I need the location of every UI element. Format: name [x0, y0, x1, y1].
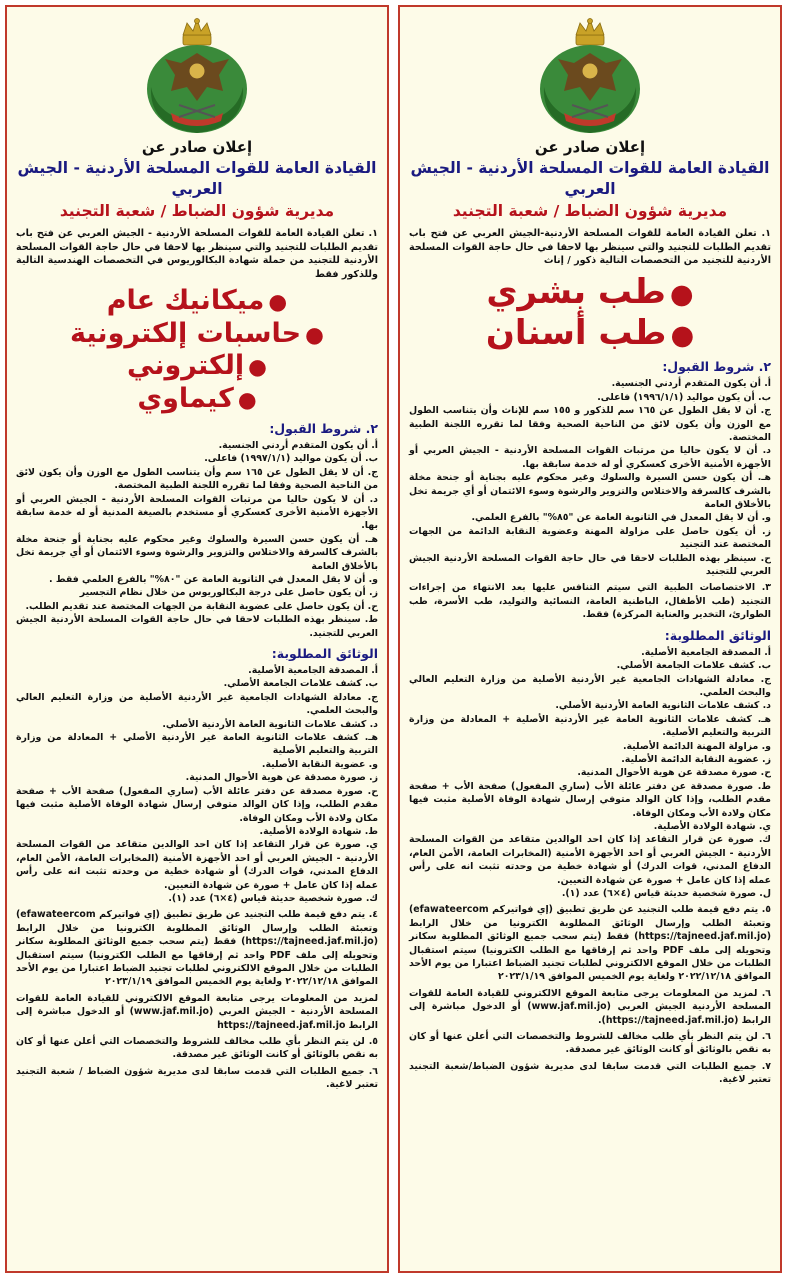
document-item: أ. المصدقة الجامعية الأصلية.	[641, 646, 771, 658]
document-item: ط. صورة مصدقة عن دفتر عائلة الأب (ساري المفعول) صفحة الأب + صفحة مقدم الطلب، وإذا كان الوالد متوفي إرسال شهادة الوفاة الأصلية مثبت فيها مكان ولادة الأب ومكان الوفاة.	[409, 780, 771, 819]
document-item: أ. المصدقة الجامعية الأصلية.	[248, 665, 378, 677]
condition-item: ب. أن يكون مواليد (١٩٩٧/١/١) فاعلى.	[204, 453, 378, 465]
documents-list	[409, 646, 771, 1087]
document-item: و. مزاولة المهنة الدائمة الأصلية.	[622, 740, 771, 752]
header-line-3: مديرية شؤون الضباط / شعبة التجنيد	[59, 202, 335, 220]
note-item: لمزيد من المعلومات يرجى متابعة الموقع الالكتروني للقيادة العامة للقوات المسلحة الأردنية - الجيش العربي (www.jaf.mil.jo) أو الدخول مباشرة إلى الرابط https://tajneed.jaf.mil.jo	[16, 992, 378, 1031]
conditions-list	[409, 377, 771, 621]
document-item: ط. شهادة الولادة الأصلية.	[259, 825, 378, 837]
condition-item: ج. أن لا يقل الطول عن ١٦٥ سم للذكور و ١٥٥ سم للإناث وأن يتناسب الطول مع الوزن وأن يكون لائق من الناحية الصحية وفقا لما تقرره اللجنة الطبية المختصة.	[409, 405, 771, 443]
document-item: ي. شهادة الولادة الأصلية.	[653, 820, 771, 832]
intro-paragraph: ١. تعلن القيادة العامة للقوات المسلحة الأردنية-الجيش العربي عن فتح باب تقديم الطلبات للتجنيد والتي سينظر بها لاحقا في حال حاجة القوات المسلحة الأردنية للتجنيد من التخصصات التالية ذكور / إناث	[409, 228, 771, 267]
document-item: د. كشف علامات الثانوية العامة الأردنية الأصلي.	[555, 700, 771, 712]
announcement-medical	[398, 5, 782, 1273]
note-item: ٥. لن يتم النظر بأي طلب مخالف للشروط والتخصصات التي أعلن عنها أو كان به نقص بالوثائق أو كانت الوثائق غير مصدقة.	[16, 1036, 378, 1061]
condition-item: د. أن لا يكون حاليا من مرتبات القوات المسلحة الأردنية - الجيش العربي أو الأجهزة الأمنية الأخرى كعسكري أو له خدمة سابقة بها.	[409, 445, 771, 470]
documents-title: الوثائق المطلوبة:	[271, 646, 378, 662]
conditions-title: ٢. شروط القبول:	[662, 359, 771, 375]
jaf-emblem-icon	[534, 17, 646, 135]
document-item: ك. صورة عن قرار التقاعد إذا كان احد الوالدين متقاعد من القوات المسلحة الأردنية - الجيش العربي أو احد الأجهزة الأمنية (المخابرات العامة، الأمن العام، الدفاع المدني، قوات الدرك) أو شهادة خطية من وحدته تثبت انه على رأس عمله إذا كان عامل + صورة عن شهادة التعيين.	[409, 834, 771, 886]
condition-item: ح. سينظر بهذه الطلبات لاحقا في حال حاجة القوات المسلحة الأردنية الجيش العربي للتجنيد	[409, 552, 771, 578]
documents-title: الوثائق المطلوبة:	[664, 627, 771, 643]
document-item: ل. صورة شخصية حديثة قياس (٤×٦) عدد (١).	[561, 888, 771, 899]
note-item: ٦. جميع الطلبات التي قدمت سابقا لدى مديرية شؤون الضباط / شعبة التجنيد تعتبر لاغية.	[16, 1065, 378, 1091]
note-item: ٦. لمزيد من المعلومات يرجى متابعة الموقع الالكتروني للقيادة العامة للقوات المسلحة الأردنية الجيش العربي (www.jaf.mil.jo) أو الدخول مباشرة إلى الرابط (https://tajneed.jaf.mil.jo).	[409, 987, 771, 1026]
condition-item: د. أن لا يكون حاليا من مرتبات القوات المسلحة الأردنية - الجيش العربي أو الأجهزة الأمنية الأخرى كعسكري أو مستخدم بالصيغة المدنية أو له خدمة سابقة بها.	[16, 493, 378, 532]
condition-item: هـ. أن يكون حسن السيرة والسلوك وغير محكوم عليه بجناية أو جنحة مخلة بالشرف كالسرقة والاختلاس والتزوير والرشوة وسوء الائتمان أو أي جريمة تخل بالأخلاق العامة	[409, 472, 771, 511]
condition-item: هـ. أن يكون حسن السيرة والسلوك وغير محكوم عليه بجناية أو جنحة مخلة بالشرف كالسرقة والاختلاس والتزوير والرشوة وسوء الائتمان أو أي جريمة تخل بالأخلاق العامة	[16, 533, 378, 572]
note-item: ٥. يتم دفع قيمة طلب التجنيد عن طريق تطبيق (إي فواتيركم efawateercom) وتعبئة الطلب وإرسال الوثائق المطلوبة الكترونيا من خلال الرابط (https://tajneed.jaf.mil.jo) فقط (يتم سحب جميع الوثائق المطلوبة سكانر وتحويله إلى ملف PDF واحد ثم إرفاقها مع الطلب الكترونيا) سيتم استقبال الطلبات من خلال الموقع الالكتروني لطلبات تجنيد الضباط اعتبارا من يوم الأحد الموافق ٢٠٢٢/١٢/١٨ ولغاية يوم الخميس الموافق ٢٠٢٣/١/١٩	[409, 904, 771, 983]
document-item: و. عضوية النقابة الأصلية.	[261, 758, 378, 770]
document-item: ز. عضوية النقابة الدائمة الأصلية.	[621, 753, 771, 765]
announcement-header	[16, 137, 378, 222]
document-item: ج. معادلة الشهادات الجامعية غير الأردنية الأصلية من وزارة التعليم العالي والبحث العلمي.	[16, 691, 378, 717]
conditions-title: ٢. شروط القبول:	[269, 420, 378, 436]
document-item: د. كشف علامات الثانوية العامة الأردنية الأصلي.	[162, 718, 378, 730]
document-item: ح. صورة مصدقة عن هوية الأحوال المدنية.	[577, 767, 771, 779]
note-item: ٦. لن يتم النظر بأي طلب مخالف للشروط والتخصصات التي أعلن عنها أو كان به نقص بالوثائق أو كانت الوثائق غير مصدقة.	[409, 1031, 771, 1056]
specialty-item: ●إلكتروني	[127, 350, 267, 382]
jaf-emblem-icon	[141, 17, 253, 135]
condition-item: ز. أن يكون حاصل على مزاولة المهنة وعضوية النقابة الدائمة من الجهات المختصة عند التجنيد	[409, 525, 771, 551]
specialty-item: ●ميكانيك عام	[106, 285, 288, 317]
specialties-list	[409, 272, 771, 354]
header-line-2: القيادة العامة للقوات المسلحة الأردنية - الجيش العربي	[17, 159, 377, 198]
document-item: ك. صورة شخصية حديثة قياس (٤×٦) عدد (١).	[168, 892, 378, 904]
condition-item: أ. أن يكون المتقدم أردني الجنسية.	[611, 378, 771, 390]
note-item: ٣. الاختصاصات الطبية التي سيتم التنافس عليها بعد الانتهاء من إجراءات التجنيد (طب الأطفال، الباطنية العامة، النسائية والتوليد، طب الأسرة، طب الطوارئ، التخدير والعناية المركزة) فقط.	[409, 582, 771, 621]
condition-item: ز. أن يكون حاصل على درجة البكالوريوس من خلال نظام التجسير	[79, 587, 378, 599]
conditions-list	[16, 439, 378, 640]
header-line-2: القيادة العامة للقوات المسلحة الأردنية - الجيش العربي	[410, 159, 770, 198]
document-item: ب. كشف علامات الجامعة الأصلي.	[616, 660, 771, 672]
condition-item: و. أن لا يقل المعدل في الثانوية العامة عن "٨٠%" بالفرع العلمي فقط .	[49, 574, 378, 585]
specialty-item: ●كيماوي	[137, 382, 257, 414]
announcement-engineering	[5, 5, 389, 1273]
condition-item: ج. أن لا يقل الطول عن ١٦٥ سم وأن يتناسب الطول مع الوزن وأن يكون لائق من الناحية الصحية وفقا لما تقرره اللجنة الطبية المختصة.	[16, 466, 378, 492]
document-item: ي. صورة عن قرار التقاعد إذا كان احد الوالدين متقاعد من القوات المسلحة الأردنية - الجيش العربي أو احد الأجهزة الأمنية (المخابرات العامة، الأمن العام، الدفاع المدني، قوات الدرك) أو شهادة خطية من وحدته تثبت انه على رأس عمله إذا كان عامل + صورة عن شهادة التعيين.	[16, 839, 378, 891]
document-item: ج. معادلة الشهادات الجامعية غير الأردنية الأصلية من وزارة التعليم العالي والبحث العلمي.	[409, 673, 771, 698]
condition-item: ب. أن يكون مواليد (١٩٩٦/١/١) فاعلى.	[597, 391, 771, 403]
document-item: ب. كشف علامات الجامعة الأصلي.	[223, 678, 378, 690]
specialties-list	[16, 285, 378, 415]
document-item: ز. صورة مصدقة عن هوية الأحوال المدنية.	[185, 772, 378, 784]
document-item: هـ. كشف علامات الثانوية العامة غير الأردنية الأصلية + المعادلة من وزارة التربية والتعليم الأصلية.	[409, 713, 771, 739]
condition-item: أ. أن يكون المتقدم أردني الجنسية.	[218, 439, 378, 451]
intro-paragraph: ١. تعلن القيادة العامة للقوات المسلحة الأردنية - الجيش العربي عن فتح باب تقديم الطلبات للتجنيد والتي سينظر بها لاحقا في حال حاجة القوات المسلحة الأردنية للتجنيد من حملة شهادة البكالوريوس في التخصصات الهندسية التالية وللذكور فقط	[16, 228, 378, 280]
specialty-item: ●طب أسنان	[485, 312, 695, 353]
header-line-3: مديرية شؤون الضباط / شعبة التجنيد	[452, 202, 728, 220]
note-item: ٤. يتم دفع قيمة طلب التجنيد عن طريق تطبيق (إي فواتيركم efawateercom) وتعبئة الطلب وإرسال الوثائق المطلوبة الكترونيا من خلال الرابط (https://tajneed.jaf.mil.jo) فقط (يتم سحب جميع الوثائق المطلوبة سكانر وتحويله إلى ملف PDF واحد ثم إرفاقها مع الطلب الكترونيا) سيتم استقبال الطلبات من خلال الموقع الالكتروني لطلبات تجنيد الضباط اعتبارا من يوم الأحد الموافق ٢٠٢٢/١٢/١٨ ولغاية يوم الخميس الموافق ٢٠٢٣/١/١٩	[16, 909, 378, 988]
condition-item: و. أن لا يقل المعدل في الثانوية العامة عن "٨٥%" بالفرع العلمي.	[471, 512, 771, 524]
document-item: هـ. كشف علامات الثانوية العامة غير الأردنية الأصلي + المعادلة من وزارة التربية والتعليم الأصلية	[16, 732, 378, 757]
note-item: ٧. جميع الطلبات التي قدمت سابقا لدى مديرية شؤون الضباط/شعبة التجنيد تعتبر لاغية.	[409, 1060, 771, 1086]
announcement-header	[409, 137, 771, 222]
header-line-1: إعلان صادر عن	[534, 138, 646, 156]
condition-item: ح. أن يكون حاصل على عضوية النقابة من الجهات المختصة عند تقديم الطلب.	[25, 600, 378, 612]
specialty-item: ●حاسبات إلكترونية	[70, 317, 324, 349]
specialty-item: ●طب بشري	[486, 271, 694, 312]
documents-list	[16, 664, 378, 1092]
document-item: ح. صورة مصدقة عن دفتر عائلة الأب (ساري المفعول) صفحة الأب + صفحة مقدم الطلب، وإذا كان الوالد متوفي إرسال شهادة الوفاة الأصلية مثبت فيها مكان ولادة الأب ومكان الوفاة.	[16, 785, 378, 824]
header-line-1: إعلان صادر عن	[141, 138, 253, 156]
condition-item: ط. سينظر بهذه الطلبات لاحقا في حال حاجة القوات المسلحة الأردنية الجيش العربي للتجنيد.	[16, 614, 378, 639]
